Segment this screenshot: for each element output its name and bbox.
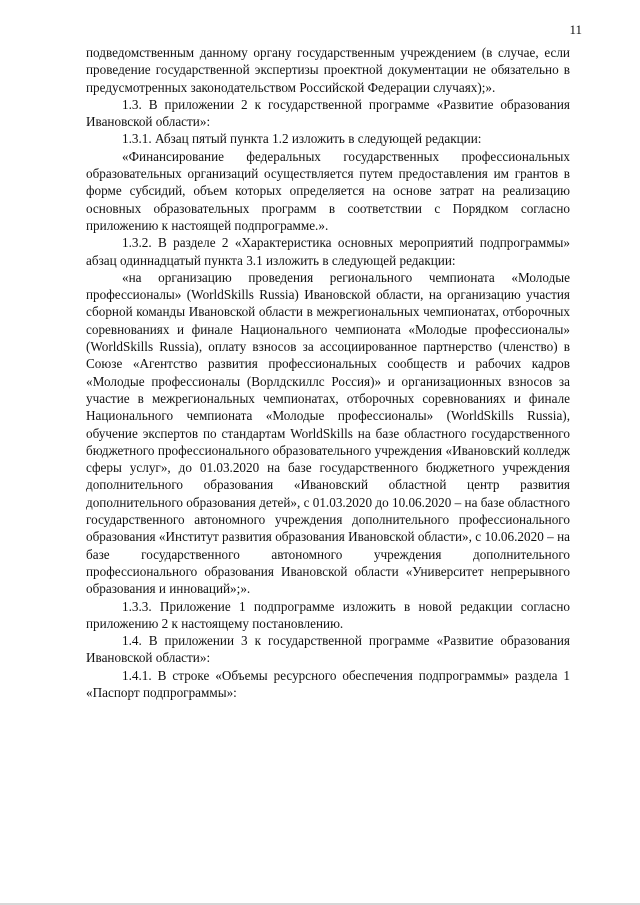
paragraph-continuation: подведомственным данному органу государственным учреждением (в случае, если проведение государственной экспертизы проектной документации не обязательно в предусмотренных законодательством Российской Федерации случаях);». (86, 45, 570, 95)
paragraph-item-1-3-3: 1.3.3. Приложение 1 подпрограмме изложить в новой редакции согласно приложению 2 к настоящему постановлению. (86, 598, 570, 631)
paragraph-quote-financing: «Финансирование федеральных государственных профессиональных образовательных организаций осуществляется путем предоставления им грантов в форме субсидий, объем которых определяется на основе затрат на реализацию основных образовательных программ в соответствии с Порядком согласно приложению к настоящей подпрограмме.». (86, 148, 570, 233)
paragraph-item-1-3: 1.3. В приложении 2 к государственной программе «Развитие образования Ивановской области»: (86, 96, 570, 130)
document-body (86, 44, 570, 701)
paragraph-item-1-4: 1.4. В приложении 3 к государственной программе «Развитие образования Ивановской области»: (86, 633, 570, 666)
paragraph-item-1-3-2: 1.3.2. В разделе 2 «Характеристика основных мероприятий подпрограммы» абзац одиннадцатый пункта 3.1 изложить в следующей редакции: (86, 235, 570, 268)
page-number: 11 (569, 22, 582, 37)
paragraph-item-1-3-1: 1.3.1. Абзац пятый пункта 1.2 изложить в следующей редакции: (122, 131, 482, 147)
paragraph-item-1-4-1: 1.4.1. В строке «Объемы ресурсного обеспечения подпрограммы» раздела 1 «Паспорт подпрограммы»: (86, 667, 570, 700)
paragraph-quote-worldskills: «на организацию проведения регионального чемпионата «Молодые профессионалы» (WorldSkills Russia) Ивановской области, на организацию участия сборной команды Ивановской области в межрегиональных чемпионатах, отборочных соревнованиях и финале Национального чемпионата «Молодые профессионалы» (WorldSkills Russia), оплату взносов за ассоциированное партнерство (членство) в Союзе «Агентство развития профессиональных сообществ и рабочих кадров «Молодые профессионалы (Ворлдскиллс Россия)» и организационных взносов за участие в межрегиональных чемпионатах, отборочных соревнованиях и финале Национального чемпионата «Молодые профессионалы» (WorldSkills Russia), обучение экспертов по стандартам WorldSkills на базе областного государственного бюджетного профессионального образовательного учреждения «Ивановский колледж сферы услуг», до 01.03.2020 на базе государственного бюджетного учреждения дополнительного образования «Ивановский областной центр развития дополнительного образования детей», с 01.03.2020 до 10.06.2020 – на базе областного государственного автономного учреждения дополнительного профессионального образования «Институт развития образования Ивановской области», с 10.06.2020 – на базе государственного автономного учреждения дополнительного профессионального образования Ивановской области «Университет непрерывного образования и инноваций»;». (86, 269, 570, 597)
